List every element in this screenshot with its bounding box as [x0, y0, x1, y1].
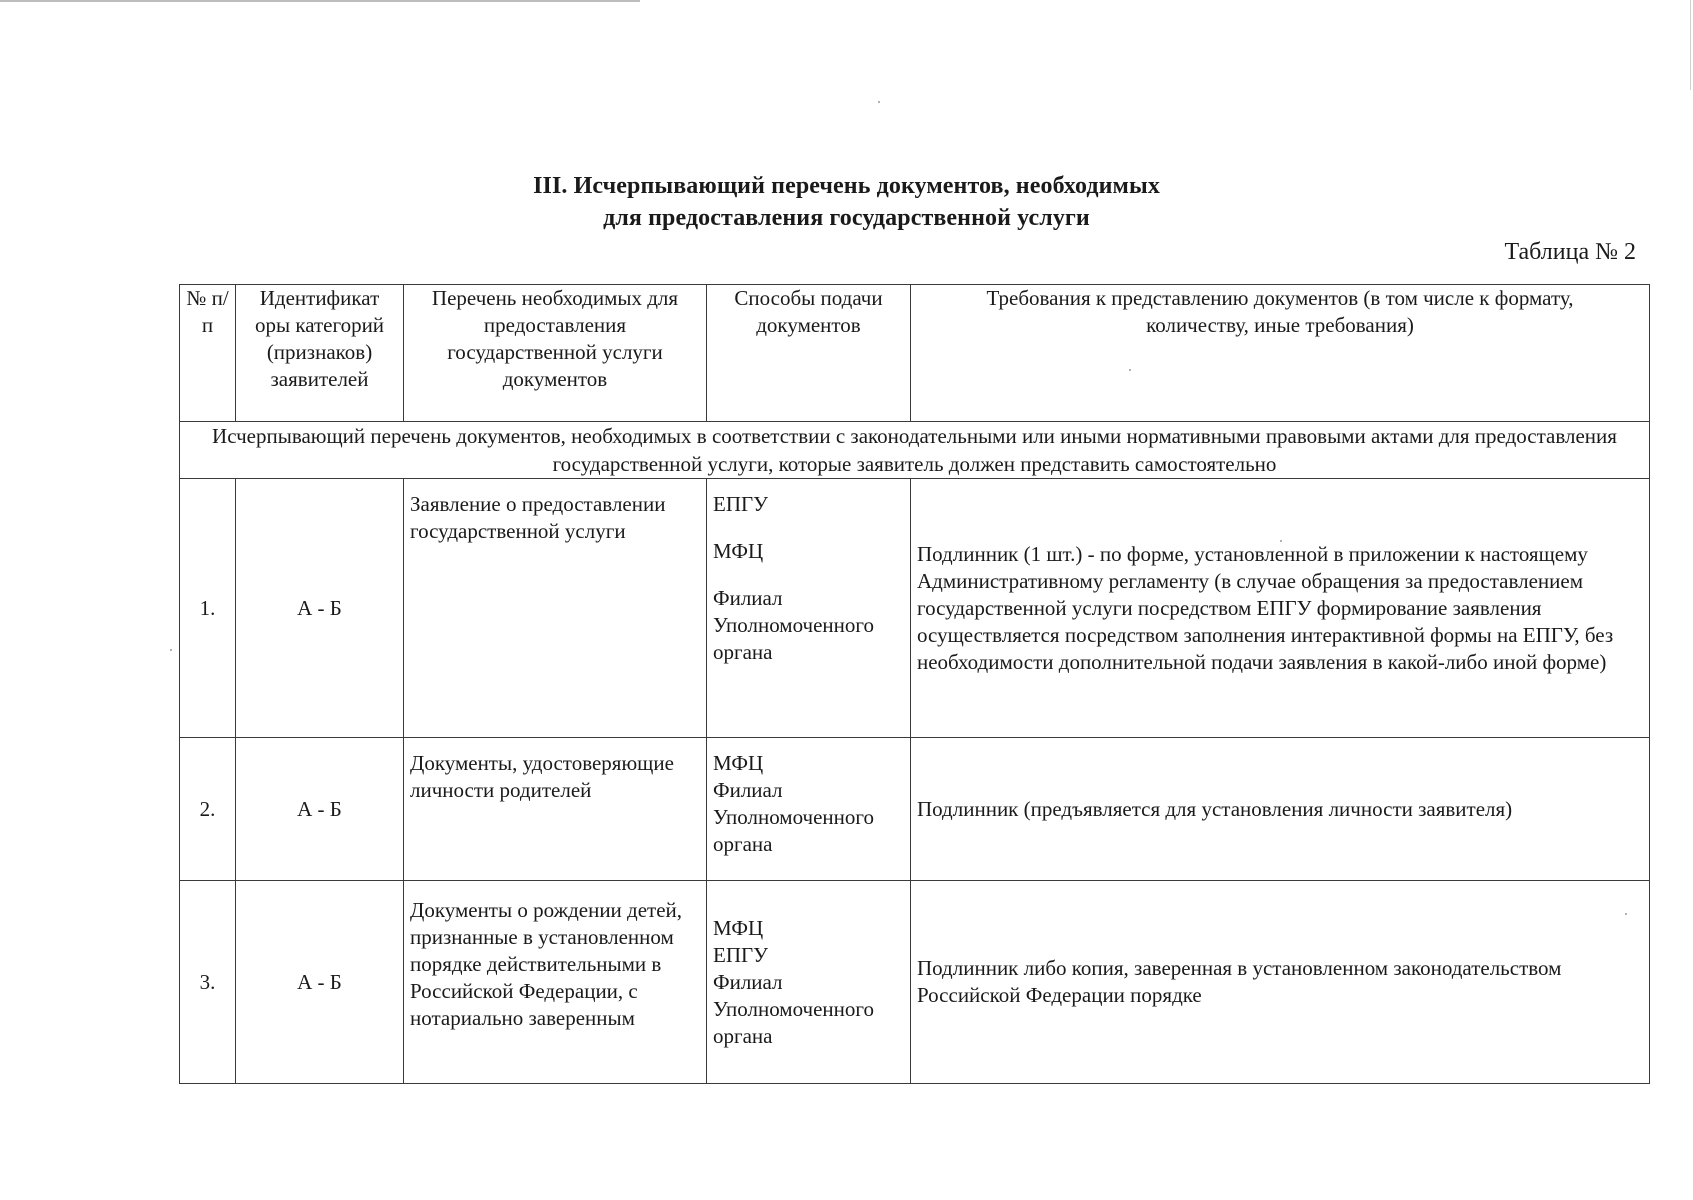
header-requirements: Требования к представлению документов (в том числе к формату, количеству, иные требования) [911, 285, 1650, 422]
row-category: А - Б [236, 738, 404, 881]
row-methods [707, 881, 911, 1084]
section-title: Исчерпывающий перечень документов, необходимых в соответствии с законодательными или иными нормативными правовыми актами для предоставления государственной услуги, которые заявитель должен представить самостоятельно [180, 422, 1650, 479]
row-document: Заявление о предоставлении государственной услуги [404, 479, 707, 738]
table-row [180, 479, 1650, 738]
scan-speck [170, 649, 172, 651]
method-item: МФЦ [713, 915, 764, 940]
method-item: ЕПГУ [713, 942, 769, 967]
page-title [0, 170, 1693, 234]
header-methods: Способы подачи документов [707, 285, 911, 422]
row-methods [707, 738, 911, 881]
documents-table [179, 284, 1650, 1084]
scan-speck [878, 101, 880, 103]
table-caption: Таблица № 2 [1504, 239, 1636, 265]
table-header-row [180, 285, 1650, 422]
scan-speck [1625, 913, 1627, 915]
page-title-line-2: для предоставления государственной услуги [603, 205, 1090, 231]
header-document: Перечень необходимых для предоставления государственной услуги документов [404, 285, 707, 422]
row-number: 3. [180, 881, 236, 1084]
table-row [180, 738, 1650, 881]
scan-speck [1129, 369, 1131, 371]
row-number: 1. [180, 479, 236, 738]
header-number: № п/п [180, 285, 236, 422]
row-category: А - Б [236, 479, 404, 738]
method-item: Филиал Уполномоченного органа [713, 969, 874, 1048]
method-item: ЕПГУ [713, 492, 769, 516]
row-requirements: Подлинник либо копия, заверенная в установленном законодательством Российской Федерации порядке [911, 881, 1650, 1084]
row-number: 2. [180, 738, 236, 881]
table-section-row [180, 422, 1650, 479]
row-document: Документы, удостоверяющие личности родителей [404, 738, 707, 881]
row-document: Документы о рождении детей, признанные в установленном порядке действительными в Российской Федерации, с нотариально заверенным [404, 881, 707, 1084]
method-item: Филиал Уполномоченного органа [713, 778, 874, 856]
scan-edge-top [0, 0, 640, 2]
row-requirements: Подлинник (1 шт.) - по форме, установленной в приложении к настоящему Административному регламенту (в случае обращения за предоставлением государственной услуги посредством ЕПГУ формирование заявления осуществляется посредством заполнения интерактивной формы на ЕПГУ, без необходимости дополнительной подачи заявления в какой-либо иной форме) [911, 479, 1650, 738]
page-title-line-1: III. Исчерпывающий перечень документов, необходимых [533, 173, 1160, 199]
scan-edge-right [1690, 0, 1691, 90]
header-category: Идентификат оры категорий (признаков) заявителей [236, 285, 404, 422]
row-methods [707, 479, 911, 738]
table-row [180, 881, 1650, 1084]
method-item: МФЦ [713, 751, 764, 775]
row-category: А - Б [236, 881, 404, 1084]
method-item: Филиал Уполномоченного органа [713, 586, 874, 664]
row-requirements: Подлинник (предъявляется для установления личности заявителя) [911, 738, 1650, 881]
method-item: МФЦ [713, 539, 764, 563]
scan-speck [1280, 540, 1282, 542]
